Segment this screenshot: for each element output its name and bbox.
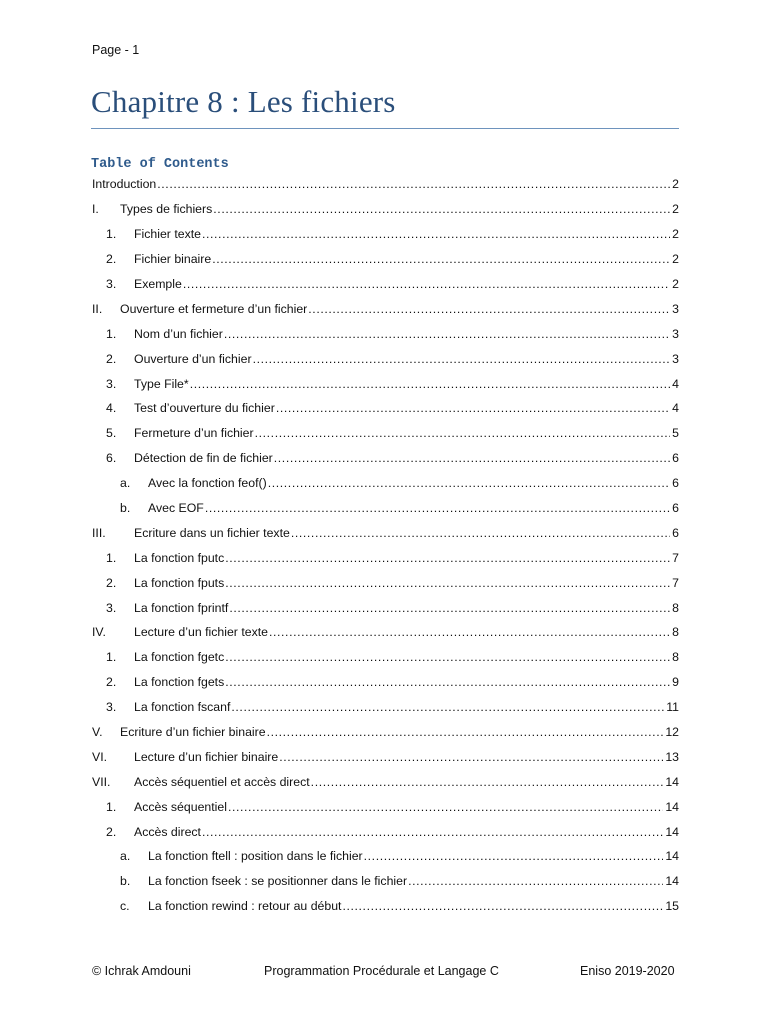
toc-entry-label: Avec EOF — [148, 501, 204, 516]
toc-entry-page: 3 — [672, 326, 679, 341]
toc-entry-line — [92, 177, 679, 191]
toc-entry-label: Détection de fin de fichier — [134, 451, 273, 466]
toc-entry-line — [134, 601, 679, 615]
toc-entry-line — [148, 849, 679, 863]
toc-entry-label: Nom d’un fichier — [134, 326, 223, 341]
toc-entry-marker: a. — [120, 476, 131, 491]
toc-entry-marker: 5. — [106, 426, 117, 441]
toc-entry-page: 8 — [672, 625, 679, 640]
toc-entry-label: Ecriture d’un fichier binaire — [120, 725, 266, 740]
toc-dot-leader — [269, 625, 670, 639]
toc-entry[interactable] — [92, 595, 679, 620]
toc-entry-line — [134, 352, 679, 366]
toc-entry-label: Fichier binaire — [134, 252, 212, 267]
toc-entry-line — [134, 750, 679, 764]
toc-entry[interactable] — [92, 570, 679, 595]
toc-entry-line — [134, 675, 679, 689]
toc-entry-page: 14 — [665, 774, 679, 789]
toc-dot-leader — [308, 302, 670, 316]
toc-entry-page: 2 — [672, 227, 679, 242]
chapter-title: Chapitre 8 : Les fichiers — [91, 84, 396, 119]
toc-entry[interactable] — [92, 794, 679, 819]
toc-entry[interactable] — [92, 520, 679, 545]
toc-entry-line — [134, 327, 679, 341]
toc-entry-line — [134, 700, 679, 714]
toc-dot-leader — [224, 327, 670, 341]
toc-entry[interactable] — [92, 769, 679, 794]
toc-dot-leader — [276, 401, 670, 415]
toc-entry-line — [134, 800, 679, 814]
toc-entry-line — [134, 277, 679, 291]
toc-entry-page: 9 — [672, 675, 679, 690]
toc-entry-marker: b. — [120, 874, 131, 889]
toc-entry-marker: VII. — [92, 774, 111, 789]
toc-entry[interactable] — [92, 421, 679, 446]
toc-entry-page: 6 — [672, 451, 679, 466]
toc-entry[interactable] — [92, 222, 679, 247]
toc-dot-leader — [213, 202, 670, 216]
toc-entry-page: 13 — [665, 749, 679, 764]
toc-dot-leader — [279, 750, 663, 764]
toc-dot-leader — [202, 227, 670, 241]
toc-entry-page: 2 — [672, 202, 679, 217]
toc-dot-leader — [231, 700, 664, 714]
toc-dot-leader — [364, 849, 664, 863]
toc-entry[interactable] — [92, 247, 679, 272]
toc-entry[interactable] — [92, 471, 679, 496]
toc-entry-label: La fonction fputc — [134, 550, 225, 565]
toc-dot-leader — [157, 177, 670, 191]
toc-entry[interactable] — [92, 670, 679, 695]
toc-entry[interactable] — [92, 819, 679, 844]
footer-course: Programmation Procédurale et Langage C — [264, 964, 499, 978]
toc-entry-line — [148, 501, 679, 515]
toc-entry-marker: 6. — [106, 451, 117, 466]
toc-dot-leader — [212, 252, 670, 266]
toc-entry[interactable] — [92, 496, 679, 521]
toc-entry-label: Fichier texte — [134, 227, 201, 242]
toc-entry-label: Test d’ouverture du fichier — [134, 401, 275, 416]
toc-entry-marker: 3. — [106, 600, 117, 615]
toc-dot-leader — [342, 899, 663, 913]
page-number: Page - 1 — [92, 43, 140, 57]
toc-entry[interactable] — [92, 446, 679, 471]
toc-entry-marker: 1. — [106, 326, 117, 341]
toc-dot-leader — [268, 476, 670, 490]
toc-entry-line — [148, 874, 679, 888]
toc-entry-line — [120, 202, 679, 216]
toc-entry-label: La fonction fprintf — [134, 600, 229, 615]
title-underline — [91, 128, 679, 129]
toc-heading: Table of Contents — [91, 157, 229, 172]
toc-entry-marker: c. — [120, 899, 130, 914]
toc-entry-line — [134, 775, 679, 789]
toc-entry-line — [148, 476, 679, 490]
toc-entry-line — [134, 551, 679, 565]
toc-entry-page: 6 — [672, 525, 679, 540]
toc-entry-line — [134, 227, 679, 241]
toc-entry-page: 14 — [665, 849, 679, 864]
toc-entry-label: Lecture d’un fichier binaire — [134, 749, 279, 764]
toc-entry-label: Accès séquentiel et accès direct — [134, 774, 310, 789]
toc-entry[interactable] — [92, 197, 679, 222]
toc-entry-label: Types de fichiers — [120, 202, 213, 217]
toc-entry[interactable] — [92, 371, 679, 396]
toc-entry-line — [134, 451, 679, 465]
toc-entry-marker: 1. — [106, 799, 117, 814]
toc-entry-line — [134, 650, 679, 664]
toc-entry-line — [120, 725, 679, 739]
toc-dot-leader — [202, 825, 663, 839]
toc-dot-leader — [205, 501, 670, 515]
toc-entry-page: 4 — [672, 401, 679, 416]
toc-entry-page: 15 — [665, 899, 679, 914]
toc-entry[interactable] — [92, 645, 679, 670]
toc-entry-marker: a. — [120, 849, 131, 864]
toc-entry-label: La fonction fgets — [134, 675, 225, 690]
toc-entry-marker: 1. — [106, 650, 117, 665]
toc-entry-marker: 1. — [106, 550, 117, 565]
toc-entry-line — [134, 426, 679, 440]
toc-entry-marker: 1. — [106, 227, 117, 242]
toc-entry-page: 12 — [665, 725, 679, 740]
toc-entry-marker: I. — [92, 202, 99, 217]
toc-entry-line — [134, 526, 679, 540]
toc-entry-label: La fonction fgetc — [134, 650, 225, 665]
toc-entry-label: La fonction fputs — [134, 575, 225, 590]
toc-entry[interactable] — [92, 869, 679, 894]
toc-entry-line — [134, 401, 679, 415]
toc-entry-page: 7 — [672, 575, 679, 590]
toc-dot-leader — [311, 775, 664, 789]
toc-entry-page: 14 — [665, 874, 679, 889]
toc-entry-marker: 3. — [106, 376, 117, 391]
toc-entry-marker: 3. — [106, 700, 117, 715]
toc-entry-marker: II. — [92, 301, 103, 316]
toc-dot-leader — [225, 675, 670, 689]
toc-dot-leader — [225, 551, 670, 565]
toc-dot-leader — [228, 800, 663, 814]
toc-entry-page: 14 — [665, 824, 679, 839]
toc-entry-label: Ecriture dans un fichier texte — [134, 525, 290, 540]
toc-entry-marker: VI. — [92, 749, 108, 764]
toc-entry[interactable] — [92, 620, 679, 645]
toc-entry[interactable] — [92, 296, 679, 321]
toc-entry-line — [148, 899, 679, 913]
toc-dot-leader — [255, 426, 671, 440]
toc-entry-marker: 2. — [106, 675, 117, 690]
toc-entry-line — [134, 252, 679, 266]
toc-entry-line — [134, 576, 679, 590]
toc-dot-leader — [274, 451, 670, 465]
toc-entry-label: La fonction rewind : retour au début — [148, 899, 342, 914]
toc-entry-page: 2 — [672, 252, 679, 267]
toc-entry-label: Type File* — [134, 376, 189, 391]
toc-entry-line — [120, 302, 679, 316]
toc-entry-page: 6 — [672, 476, 679, 491]
toc-entry-label: Fermeture d’un fichier — [134, 426, 254, 441]
toc-dot-leader — [190, 377, 670, 391]
toc-entry[interactable] — [92, 894, 679, 919]
toc-entry-label: Ouverture d’un fichier — [134, 351, 252, 366]
toc-entry[interactable] — [92, 744, 679, 769]
toc-dot-leader — [408, 874, 663, 888]
toc-entry-line — [134, 825, 679, 839]
toc-dot-leader — [267, 725, 664, 739]
toc-entry-marker: 3. — [106, 277, 117, 291]
toc-entry-page: 3 — [672, 351, 679, 366]
toc-entry-marker: III. — [92, 525, 106, 540]
toc-entry[interactable] — [92, 695, 679, 720]
toc-entry-page: 8 — [672, 600, 679, 615]
toc-dot-leader — [229, 601, 670, 615]
toc-dot-leader — [183, 277, 670, 291]
toc-entry-label: Introduction — [92, 177, 157, 192]
toc-entry-marker: b. — [120, 501, 131, 516]
toc-entry-marker: 2. — [106, 575, 117, 590]
toc-entry[interactable] — [92, 272, 679, 297]
toc-dot-leader — [291, 526, 670, 540]
toc-entry-label: Lecture d’un fichier texte — [134, 625, 268, 640]
toc-entry-page: 3 — [672, 301, 679, 316]
toc-entry[interactable] — [92, 321, 679, 346]
toc-entry-label: Exemple — [134, 277, 182, 291]
toc-entry[interactable] — [92, 545, 679, 570]
toc-entry-marker: V. — [92, 725, 103, 740]
toc-entry-page: 4 — [672, 376, 679, 391]
toc-entry-label: Accès séquentiel — [134, 799, 227, 814]
toc-entry-label: La fonction fscanf — [134, 700, 231, 715]
toc-dot-leader — [225, 650, 670, 664]
toc-entry-marker: 2. — [106, 824, 117, 839]
toc-entry-label: La fonction fseek : se positionner dans le fichier — [148, 874, 408, 889]
toc-entry-line — [134, 377, 679, 391]
toc-entry-page: 14 — [665, 799, 679, 814]
toc-entry-page: 5 — [672, 426, 679, 441]
toc-entry-label: La fonction ftell : position dans le fichier — [148, 849, 363, 864]
toc-entry-marker: 4. — [106, 401, 117, 416]
footer-author: © Ichrak Amdouni — [92, 964, 191, 978]
toc-entry-page: 11 — [666, 700, 679, 715]
toc-entry-marker: 2. — [106, 351, 117, 366]
toc-entry-label: Accès direct — [134, 824, 201, 839]
toc-entry-page: 6 — [672, 501, 679, 516]
footer-year: Eniso 2019-2020 — [580, 964, 675, 978]
toc-dot-leader — [225, 576, 670, 590]
toc-entry[interactable] — [92, 172, 679, 197]
toc-entry-marker: 2. — [106, 252, 117, 267]
toc-entry-page: 2 — [672, 177, 679, 192]
toc-entry-page: 2 — [672, 277, 679, 291]
toc-entry[interactable] — [92, 844, 679, 869]
toc-entry-label: Avec la fonction feof() — [148, 476, 267, 491]
toc-entry-marker: IV. — [92, 625, 106, 640]
table-of-contents — [92, 172, 679, 919]
toc-entry-line — [134, 625, 679, 639]
toc-entry-page: 7 — [672, 550, 679, 565]
toc-entry[interactable] — [92, 346, 679, 371]
toc-entry[interactable] — [92, 396, 679, 421]
toc-entry-label: Ouverture et fermeture d’un fichier — [120, 301, 308, 316]
toc-entry[interactable] — [92, 720, 679, 745]
toc-entry-page: 8 — [672, 650, 679, 665]
toc-dot-leader — [253, 352, 671, 366]
